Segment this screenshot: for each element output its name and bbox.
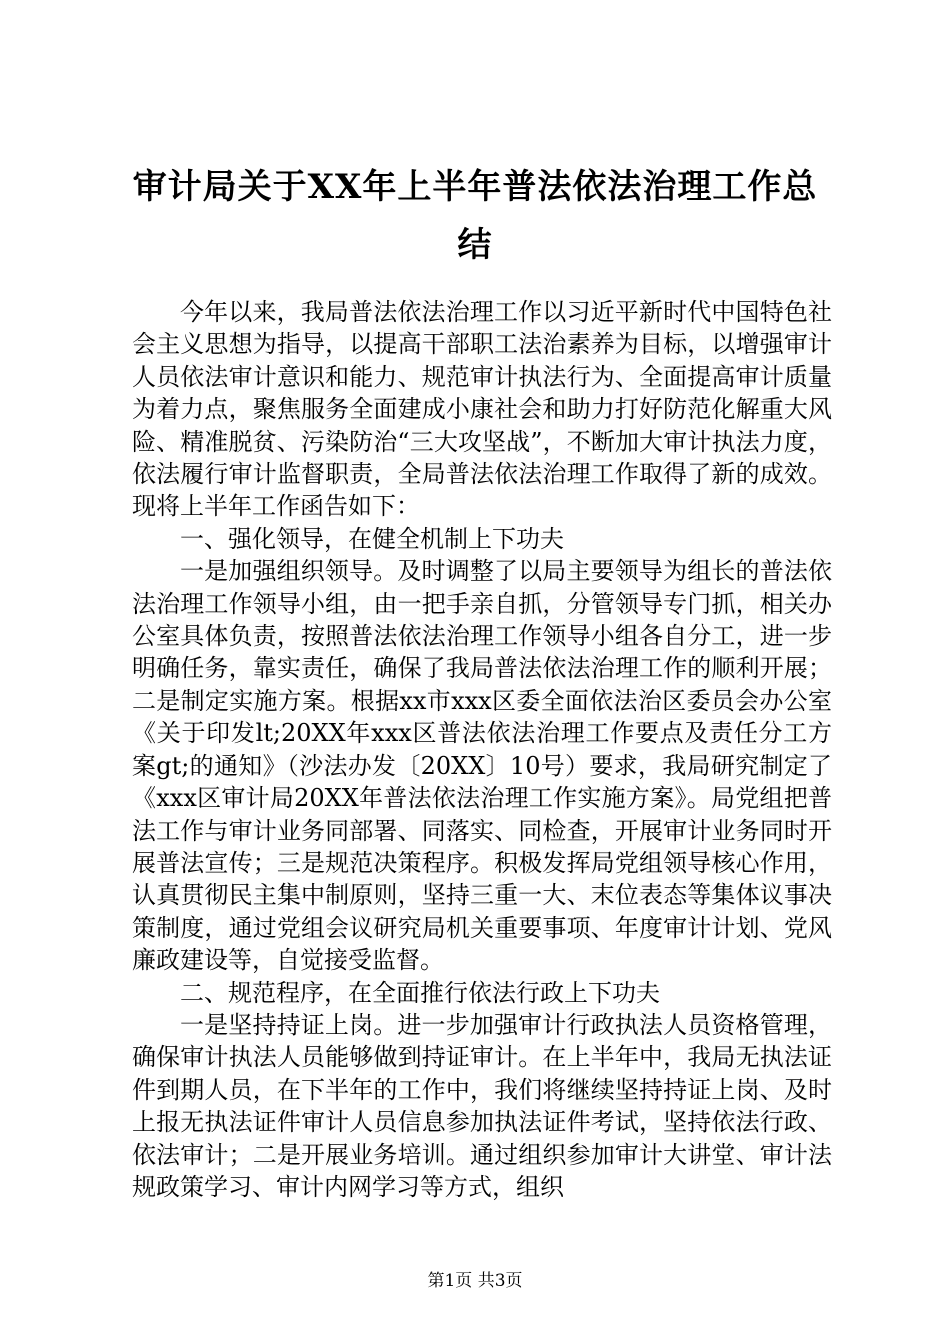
document-title: 审计局关于XX年上半年普法依法治理工作总结 [132,167,818,265]
section-1-paragraph: 一是加强组织领导。及时调整了以局主要领导为组长的普法依法治理工作领导小组，由一把手亲自抓，分管领导专门抓，相关办公室具体负责，按照普法依法治理工作领导小组各自分工，进一步明确任务，靠实责任，确保了我局普法依法治理工作的顺利开展；二是制定实施方案。根据xx市xxx区委全面依法治区委员会办公室《关于印发lt;20XX年xxx区普法依法治理工作要点及责任分工方案gt;的通知》（沙法办发〔20XX〕10号）要求，我局研究制定了《xxx区审计局20XX年普法依法治理工作实施方案》。局党组把普法工作与审计业务同部署、同落实、同检查，开展审计业务同时开展普法宣传；三是规范决策程序。积极发挥局党组领导核心作用，认真贯彻民主集中制原则，坚持三重一大、末位表态等集体议事决策制度，通过党组会议研究局机关重要事项、年度审计计划、党风廉政建设等，自觉接受监督。 [132,557,832,975]
intro-paragraph: 今年以来，我局普法依法治理工作以习近平新时代中国特色社会主义思想为指导，以提高干部职工法治素养为目标，以增强审计人员依法审计意识和能力、规范审计执法行为、全面提高审计质量为着力点，聚焦服务全面建成小康社会和助力打好防范化解重大风险、精准脱贫、污染防治“三大攻坚战”，不断加大审计执法力度，依法履行审计监督职责，全局普法依法治理工作取得了新的成效。现将上半年工作函告如下： [132,298,832,521]
section-heading-2: 二、规范程序，在全面推行依法行政上下功夫 [180,978,660,1007]
document-body [132,296,832,1203]
section-2-paragraph: 一是坚持持证上岗。进一步加强审计行政执法人员资格管理，确保审计执法人员能够做到持证审计。在上半年中，我局无执法证件到期人员，在下半年的工作中，我们将继续坚持持证上岗、及时上报无执法证件审计人员信息参加执法证件考试，坚持依法行政、依法审计；二是开展业务培训。通过组织参加审计大讲堂、审计法规政策学习、审计内网学习等方式，组织 [132,1010,832,1201]
section-heading-1: 一、强化领导，在健全机制上下功夫 [180,524,564,553]
page-footer: 第1页 共3页 [427,1271,523,1291]
